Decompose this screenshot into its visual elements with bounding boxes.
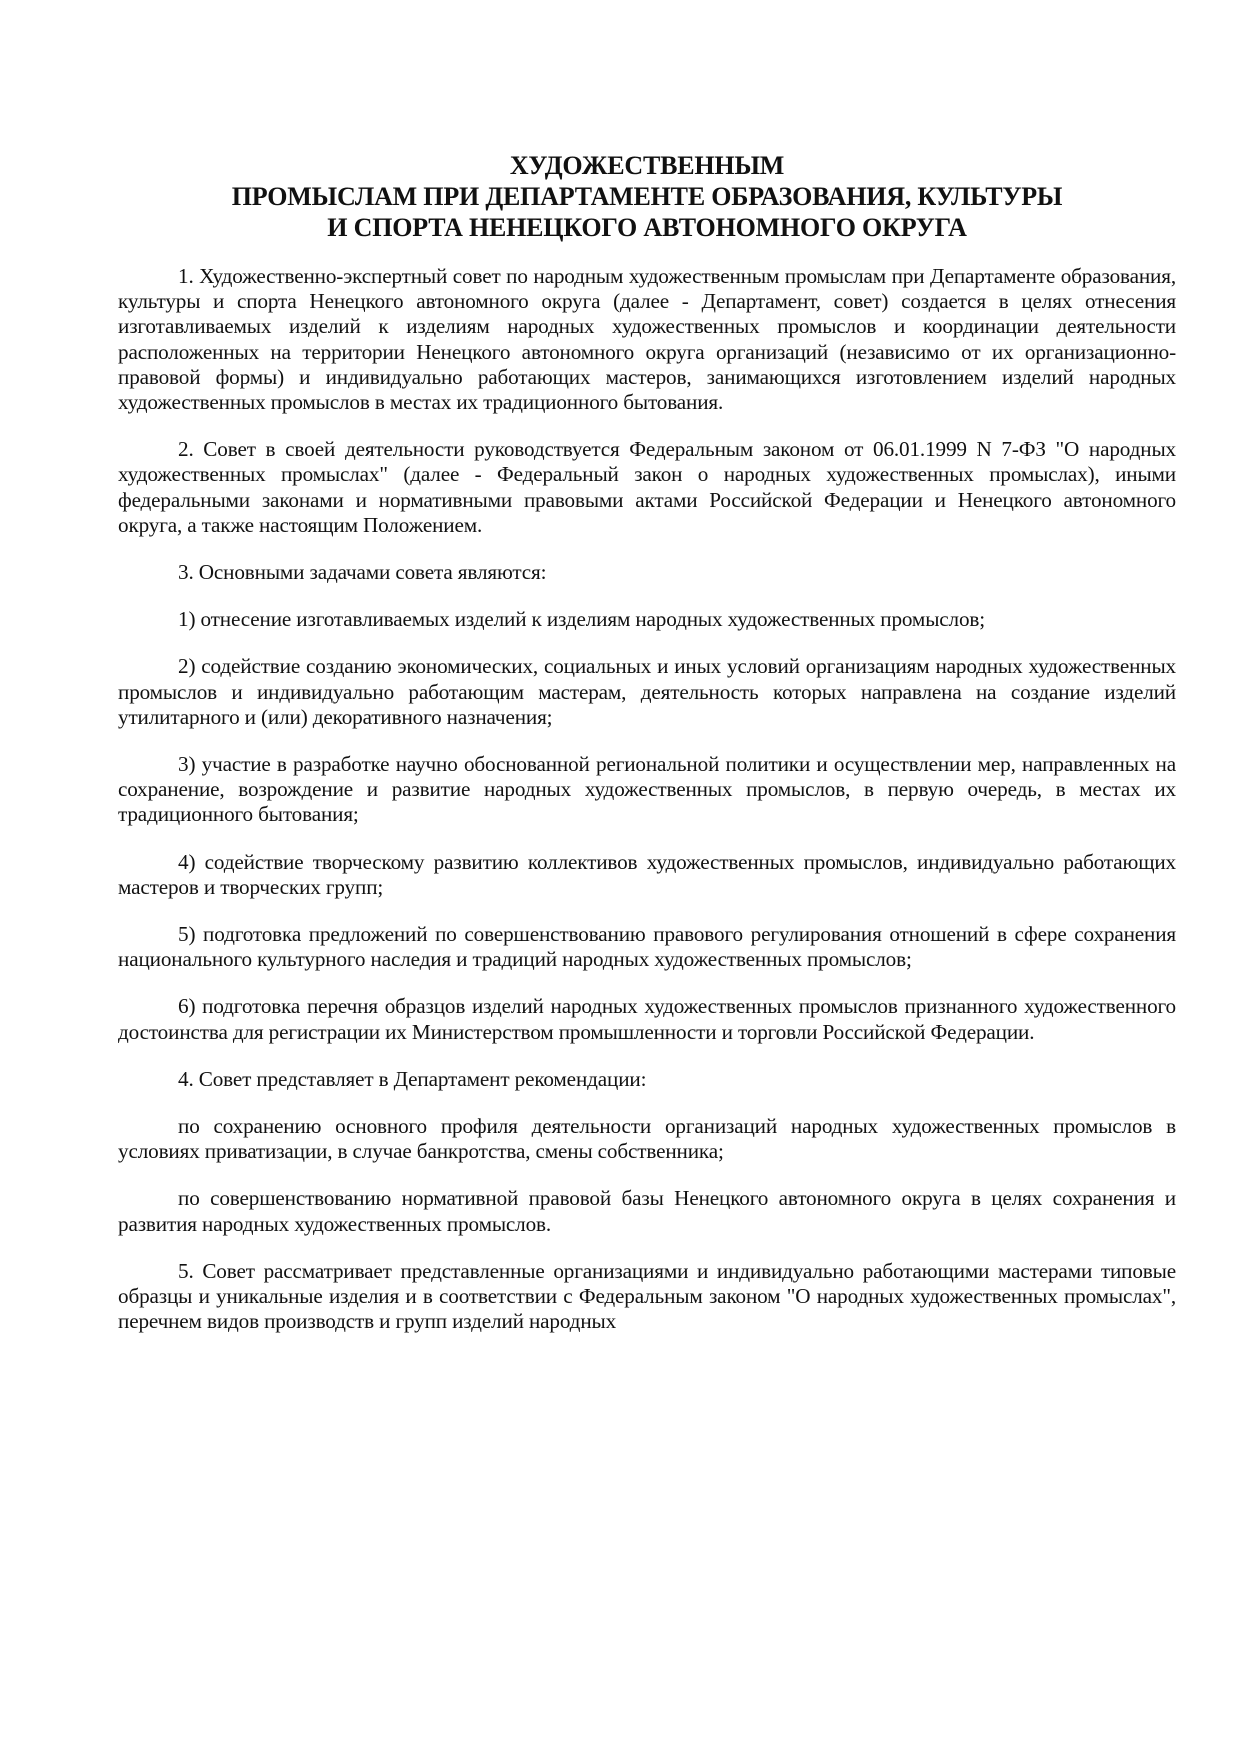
document-page — [118, 150, 1176, 1357]
task-item-3: 3) участие в разработке научно обоснованной региональной политики и осуществлении мер, направленных на сохранение, возрождение и развитие народных художественных промыслов, в первую очередь, в местах их традиционного бытования; — [118, 752, 1176, 827]
document-title — [118, 150, 1176, 243]
paragraph-4-recommendations-heading: 4. Совет представляет в Департамент рекомендации: — [178, 1066, 647, 1091]
title-line-1: ХУДОЖЕСТВЕННЫМ — [509, 151, 785, 180]
recommendation-item-1: по сохранению основного профиля деятельности организаций народных художественных промыслов в условиях приватизации, в случае банкротства, смены собственника; — [118, 1114, 1176, 1164]
task-item-4: 4) содействие творческому развитию коллективов художественных промыслов, индивидуально работающих мастеров и творческих групп; — [118, 849, 1176, 899]
task-item-2: 2) содействие созданию экономических, социальных и иных условий организациям народных художественных промыслов и индивидуально работающим мастерам, деятельность которых направлена на создание изделий утилитарного и (или) декоративного назначения; — [118, 654, 1176, 729]
title-line-2: ПРОМЫСЛАМ ПРИ ДЕПАРТАМЕНТЕ ОБРАЗОВАНИЯ, КУЛЬТУРЫ — [231, 182, 1063, 211]
title-line-3: И СПОРТА НЕНЕЦКОГО АВТОНОМНОГО ОКРУГА — [327, 213, 967, 242]
task-item-5: 5) подготовка предложений по совершенствованию правового регулирования отношений в сфере сохранения национального культурного наследия и традиций народных художественных промыслов; — [118, 922, 1176, 972]
recommendation-item-2: по совершенствованию нормативной правовой базы Ненецкого автономного округа в целях сохранения и развития народных художественных промыслов. — [118, 1186, 1176, 1236]
paragraph-2-legal-basis: 2. Совет в своей деятельности руководствуется Федеральным законом от 06.01.1999 N 7-ФЗ "О народных художественных промыслах" (далее - Федеральный закон о народных художественных промыслах), иными федеральными законами и нормативными правовыми актами Российской Федерации и Ненецкого автономного округа, а также настоящим Положением. — [118, 437, 1176, 537]
paragraph-5-review: 5. Совет рассматривает представленные организациями и индивидуально работающими мастерами типовые образцы и уникальные изделия и в соответствии с Федеральным законом "О народных художественных промыслах", перечнем видов производств и групп изделий народных — [118, 1258, 1176, 1334]
task-item-1: 1) отнесение изготавливаемых изделий к изделиям народных художественных промыслов; — [178, 607, 985, 632]
paragraph-1-purpose: 1. Художественно-экспертный совет по народным художественным промыслам при Департаменте образования, культуры и спорта Ненецкого автономного округа (далее - Департамент, совет) создается в целях отнесения изготавливаемых изделий к изделиям народных художественных промыслов и координации деятельности расположенных на территории Ненецкого автономного округа организаций (независимо от их организационно-правовой формы) и индивидуально работающих мастеров, занимающихся изготовлением изделий народных художественных промыслов в местах их традиционного бытования. — [118, 264, 1176, 415]
paragraph-3-tasks-heading: 3. Основными задачами совета являются: — [178, 560, 547, 585]
task-item-6: 6) подготовка перечня образцов изделий народных художественных промыслов признанного художественного достоинства для регистрации их Министерством промышленности и торговли Российской Федерации. — [118, 994, 1176, 1044]
